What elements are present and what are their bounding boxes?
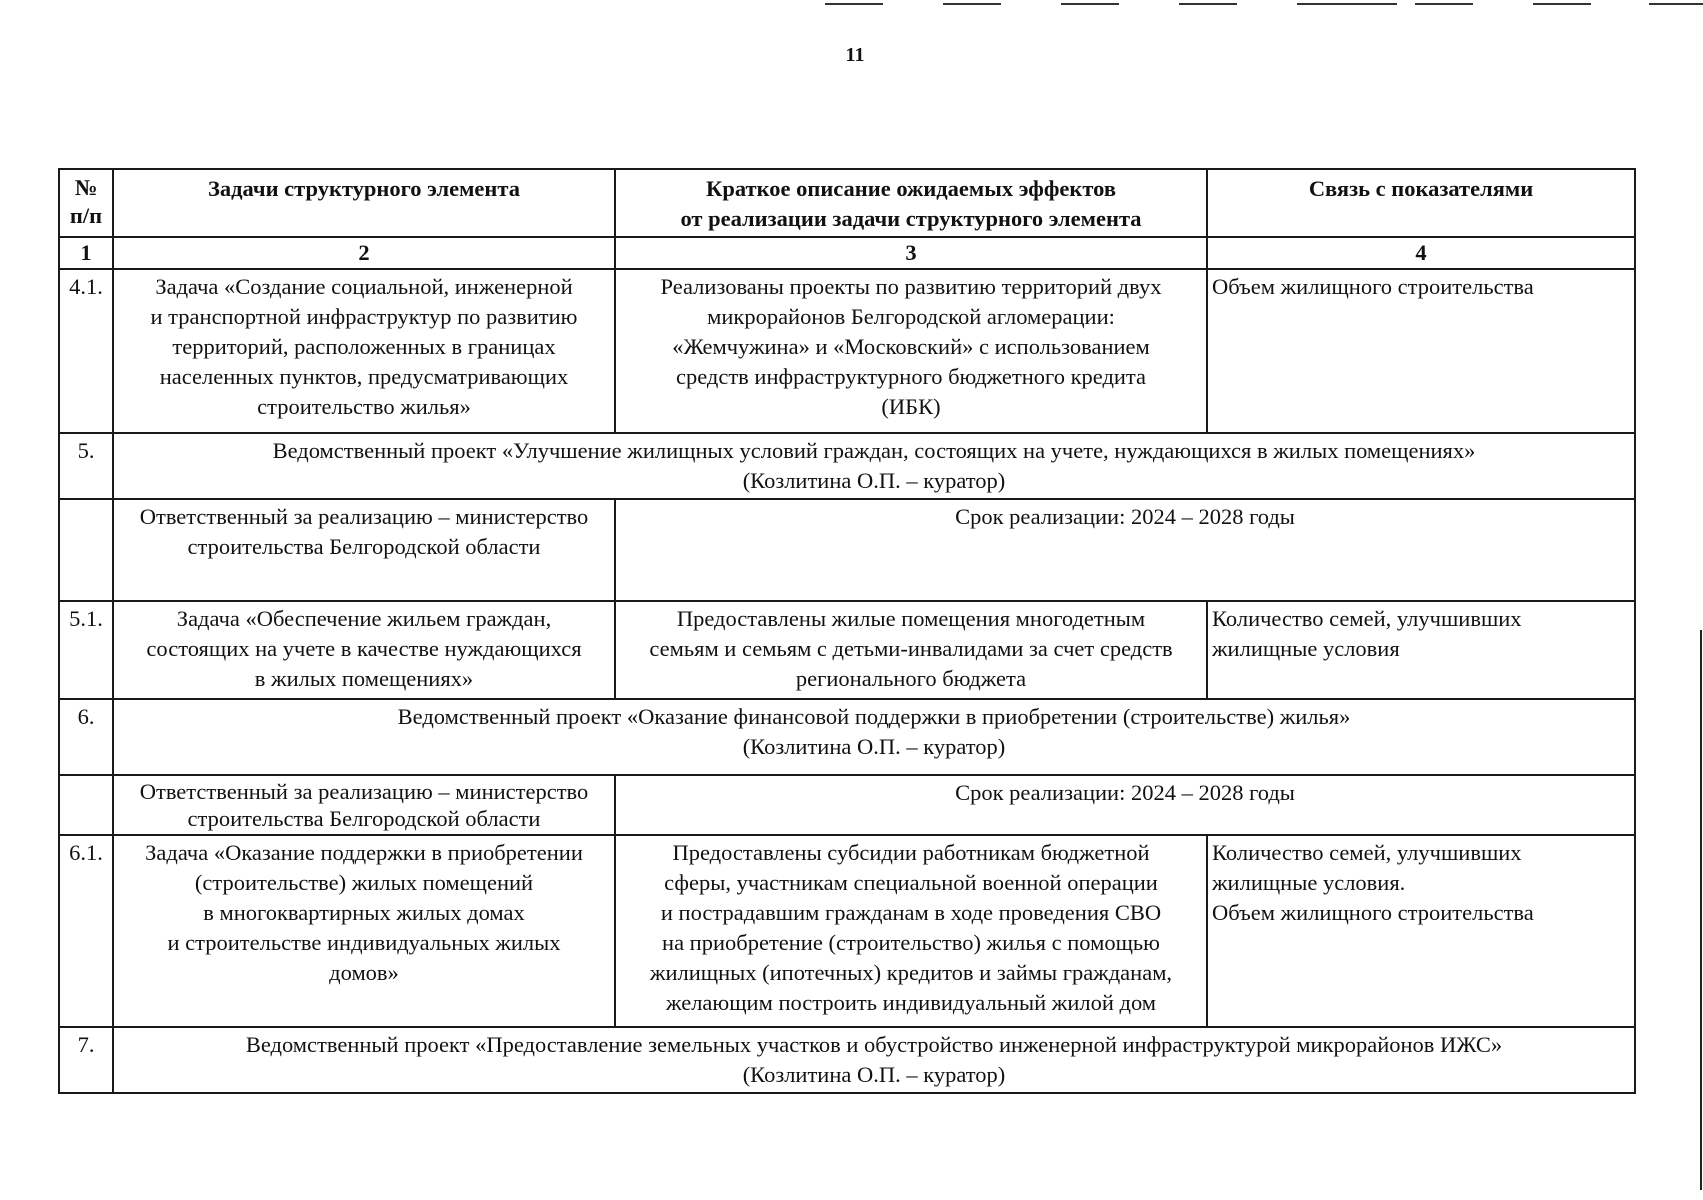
tasks-table <box>58 168 1636 1094</box>
responsible-row-6 <box>59 775 1635 835</box>
scan-edge-line <box>1700 630 1702 1190</box>
header-indicators: Связь с показателями <box>1207 169 1635 237</box>
row-number: 6.1. <box>59 835 113 1027</box>
page-number: 11 <box>845 44 865 66</box>
effect-cell: Предоставлены жилые помещения многодетным семьям и семьям с детьми-инвалидами за счет средств регионального бюджета <box>615 601 1207 699</box>
project-row-7 <box>59 1027 1635 1093</box>
header-row <box>59 169 1635 237</box>
empty-number-cell <box>59 499 113 601</box>
term-cell: Срок реализации: 2024 – 2028 годы <box>615 775 1635 835</box>
column-number-3: 3 <box>615 237 1207 269</box>
header-num: № п/п <box>59 169 113 237</box>
indicator-cell: Объем жилищного строительства <box>1207 269 1635 433</box>
row-number: 6. <box>59 699 113 775</box>
project-title-cell: Ведомственный проект «Оказание финансовой поддержки в приобретении (строительстве) жилья» (Козлитина О.П. – куратор) <box>113 699 1635 775</box>
empty-number-cell <box>59 775 113 835</box>
row-number: 4.1. <box>59 269 113 433</box>
project-row-6 <box>59 699 1635 775</box>
indicator-cell: Количество семей, улучшивших жилищные условия. Объем жилищного строительства <box>1207 835 1635 1027</box>
table-row-4-1 <box>59 269 1635 433</box>
row-number: 7. <box>59 1027 113 1093</box>
responsible-row-5 <box>59 499 1635 601</box>
project-title-cell: Ведомственный проект «Предоставление земельных участков и обустройство инженерной инфраструктурой микрорайонов ИЖС» (Козлитина О.П. – куратор) <box>113 1027 1635 1093</box>
project-title-cell: Ведомственный проект «Улучшение жилищных условий граждан, состоящих на учете, нуждающихся в жилых помещениях» (Козлитина О.П. – куратор) <box>113 433 1635 499</box>
scan-artifact-marks <box>803 0 1703 10</box>
task-cell: Задача «Оказание поддержки в приобретении (строительстве) жилых помещений в многоквартирных жилых домах и строительстве индивидуальных жилых домов» <box>113 835 615 1027</box>
effect-cell: Реализованы проекты по развитию территорий двух микрорайонов Белгородской агломерации: «Жемчужина» и «Московский» с использованием средств инфраструктурного бюджетного кредита (ИБК) <box>615 269 1207 433</box>
header-task: Задачи структурного элемента <box>113 169 615 237</box>
table-row-6-1 <box>59 835 1635 1027</box>
row-number: 5.1. <box>59 601 113 699</box>
indicator-cell: Количество семей, улучшивших жилищные условия <box>1207 601 1635 699</box>
task-cell: Задача «Обеспечение жильем граждан, состоящих на учете в качестве нуждающихся в жилых помещениях» <box>113 601 615 699</box>
column-number-row <box>59 237 1635 269</box>
table-row-5-1 <box>59 601 1635 699</box>
term-cell: Срок реализации: 2024 – 2028 годы <box>615 499 1635 601</box>
responsible-cell: Ответственный за реализацию – министерство строительства Белгородской области <box>113 775 615 835</box>
project-row-5 <box>59 433 1635 499</box>
row-number: 5. <box>59 433 113 499</box>
column-number-1: 1 <box>59 237 113 269</box>
column-number-2: 2 <box>113 237 615 269</box>
column-number-4: 4 <box>1207 237 1635 269</box>
responsible-cell: Ответственный за реализацию – министерство строительства Белгородской области <box>113 499 615 601</box>
effect-cell: Предоставлены субсидии работникам бюджетной сферы, участникам специальной военной операции и пострадавшим гражданам в ходе проведения СВО на приобретение (строительство) жилья с помощью жилищных (ипотечных) кредитов и займы гражданам, желающим построить индивидуальный жилой дом <box>615 835 1207 1027</box>
header-effects: Краткое описание ожидаемых эффектов от реализации задачи структурного элемента <box>615 169 1207 237</box>
task-cell: Задача «Создание социальной, инженерной и транспортной инфраструктур по развитию территорий, расположенных в границах населенных пунктов, предусматривающих строительство жилья» <box>113 269 615 433</box>
